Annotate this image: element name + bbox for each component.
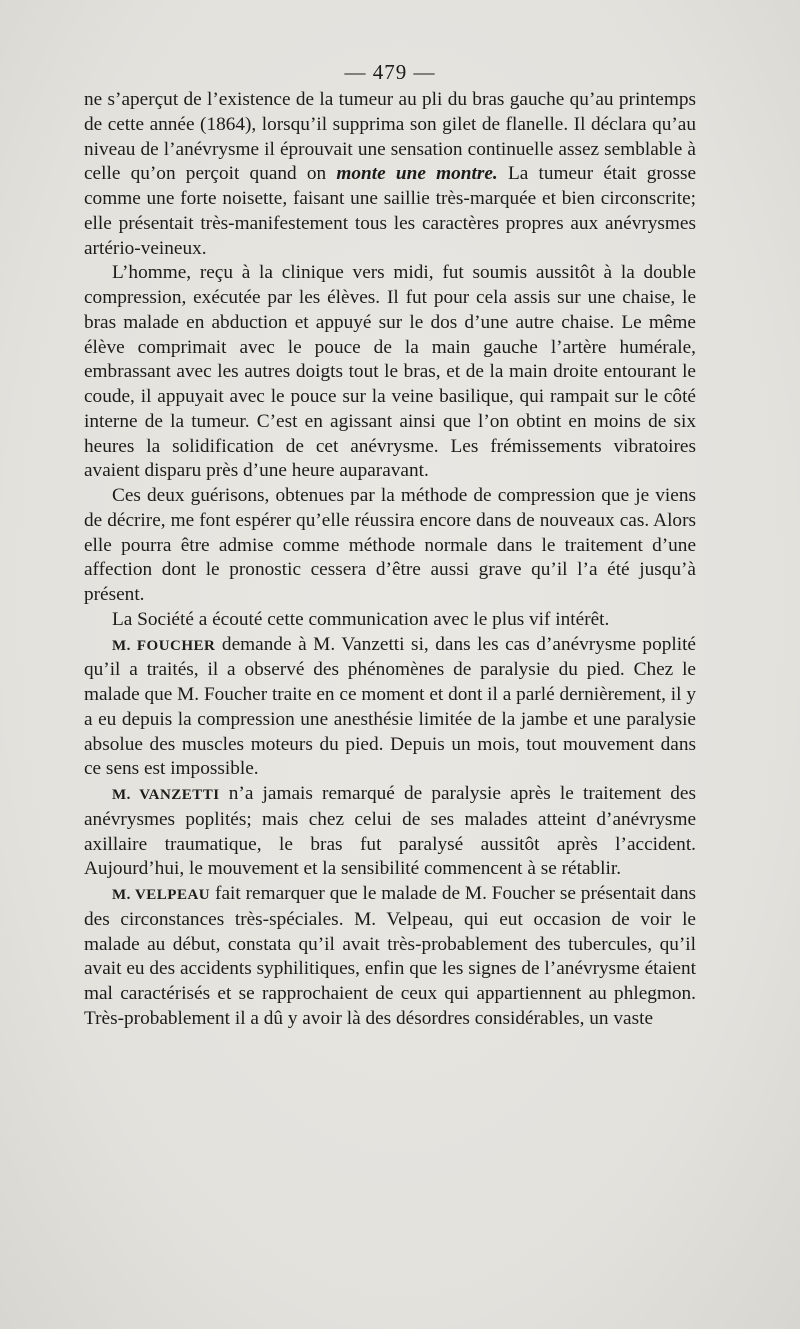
text-run: n’a jamais remarqué de paralysie après le traitement des anévrysmes poplités; mais chez celui de ses malades atteint d’anévrysme axillaire traumatique, le bras fut paralysé aussitôt après l’accident. Aujourd’hui, le mouvement et la sensibilité commencent à se rétablir. [84, 783, 696, 880]
paragraph [84, 882, 696, 1032]
speaker-name: M. VELPEAU [112, 887, 211, 903]
italic-phrase: monte une montre. [336, 163, 498, 185]
text-run: Ces deux guérisons, obtenues par la méthode de compression que je viens de décrire, me font espérer qu’elle réussira encore dans de nouveaux cas. Alors elle pourra être admise comme méthode normale dans le traitement d’une affection dont le pronostic cessera d’être aussi grave qu’il l’a été jusqu’à présent. [84, 485, 696, 605]
text-run: La Société a écouté cette communication avec le plus vif intérêt. [112, 608, 610, 630]
speaker-name: M. VANZETTI [112, 787, 220, 803]
paragraph [84, 88, 696, 261]
text-run: La tumeur était grosse comme une forte noisette, faisant une saillie très-marquée et bien circonscrite; elle présentait très-manifestement tous les caractères propres aux anévrysmes artério-veineux. [84, 163, 697, 259]
paragraph [84, 782, 696, 882]
body-text [84, 88, 696, 1032]
text-run: L’homme, reçu à la clinique vers midi, fut soumis aussitôt à la double compression, exécutée par les élèves. Il fut pour cela assis sur une chaise, le bras malade en abduction et appuyé sur le dos d’une autre chaise. Le même élève comprimait avec le pouce de la main gauche l’artère humérale, embrassant avec les autres doigts tout le bras, et de la main droite entourant le coude, il appuyait avec le pouce sur la veine basilique, qui rampait sur le côté interne de la tumeur. C’est en agissant ainsi que l’on obtint en moins de six heures la solidification de cet anévrysme. Les frémissements vibratoires avaient disparu près d’une heure auparavant. [84, 262, 696, 482]
paragraph [84, 608, 696, 633]
paragraph [84, 633, 696, 783]
speaker-name: M. FOUCHER [112, 637, 216, 654]
text-run: fait remarquer que le malade de M. Foucher se présentait dans des circonstances très-spéciales. M. Velpeau, qui eut occasion de voir le malade au début, constata qu’il avait très-probablement des tubercules, qu’il avait eu des accidents syphilitiques, enfin que les signes de l’anévrysme étaient mal caractérisés et se rapprochaient de ceux qui appartiennent au phlegmon. Très-probablement il a dû y avoir là des désordres considérables, un vaste [84, 883, 696, 1029]
text-run: demande à M. Vanzetti si, dans les cas d’anévrysme poplité qu’il a traités, il a observé des phénomènes de paralysie du pied. Chez le malade que M. Foucher traite en ce moment et dont il a parlé dernièrement, il y a eu depuis la compression une anesthésie limitée de la jambe et une paralysie absolue des muscles moteurs du pied. Depuis un mois, tout mouvement dans ce sens est impossible. [84, 633, 696, 780]
page-number: — 479 — [344, 60, 436, 84]
paragraph [84, 261, 696, 484]
text-run: ne s’aperçut de l’existence de la tumeur au pli du bras gauche qu’au printemps de cette année (1864), lorsqu’il supprima son gilet de flanelle. Il déclara qu’au niveau de l’anévrysme il éprouvait une sensation continuelle assez semblable à celle qu’on perçoit quand on [84, 89, 696, 185]
paragraph [84, 484, 696, 608]
